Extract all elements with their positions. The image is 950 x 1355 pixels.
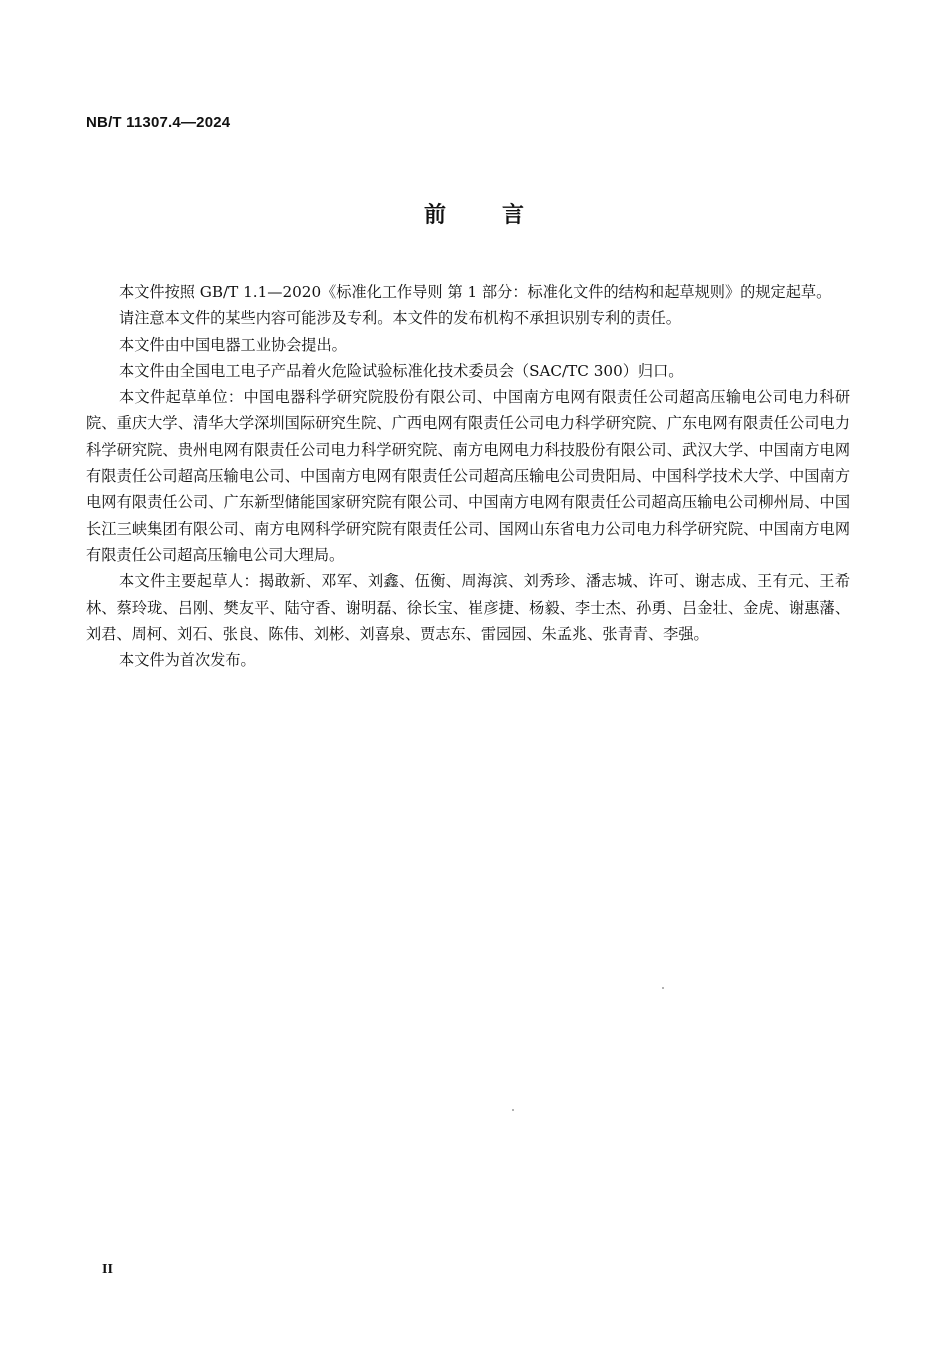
scan-speck <box>662 987 664 989</box>
paragraph-patent-notice: 请注意本文件的某些内容可能涉及专利。本文件的发布机构不承担识别专利的责任。 <box>119 309 681 328</box>
page-number: II <box>102 1262 113 1277</box>
paragraph-drafting-units: 本文件起草单位：中国电器科学研究院股份有限公司、中国南方电网有限责任公司超高压输电公司电力科研院、重庆大学、清华大学深圳国际研究生院、广西电网有限责任公司电力科学研究院、广东电网有限责任公司电力科学研究院、贵州电网有限责任公司电力科学研究院、南方电网电力科技股份有限公司、武汉大学、中国南方电网有限责任公司超高压输电公司、中国南方电网有限责任公司超高压输电公司贵阳局、中国科学技术大学、中国南方电网有限责任公司、广东新型储能国家研究院有限公司、中国南方电网有限责任公司超高压输电公司柳州局、中国长江三峡集团有限公司、南方电网科学研究院有限责任公司、国网山东省电力公司电力科学研究院、中国南方电网有限责任公司超高压输电公司大理局。 <box>86 388 850 564</box>
title-char-2: 言 <box>502 203 527 228</box>
paragraph-technical-committee: 本文件由全国电工电子产品着火危险试验标准化技术委员会（SAC/TC 300）归口。 <box>119 361 684 380</box>
foreword-body <box>86 279 850 673</box>
paragraph-drafting-rules: 本文件按照 GB/T 1.1—2020《标准化工作导则 第 1 部分：标准化文件的结构和起草规则》的规定起草。 <box>119 283 832 301</box>
paragraph-first-release: 本文件为首次发布。 <box>119 651 256 670</box>
document-number: NB/T 11307.4—2024 <box>86 114 231 131</box>
paragraph-drafters: 本文件主要起草人：揭敢新、邓军、刘鑫、伍衡、周海滨、刘秀珍、潘志城、许可、谢志成、王有元、王希林、蔡玲珑、吕刚、樊友平、陆守香、谢明磊、徐长宝、崔彦捷、杨毅、李士杰、孙勇、吕金壮、金虎、谢惠藩、刘君、周柯、刘石、张良、陈伟、刘彬、刘喜泉、贾志东、雷园园、朱孟兆、张青青、李强。 <box>86 572 850 643</box>
section-title <box>0 198 950 229</box>
paragraph-proposer: 本文件由中国电器工业协会提出。 <box>119 335 347 354</box>
scan-speck <box>512 1109 514 1111</box>
title-char-1: 前 <box>423 203 448 228</box>
